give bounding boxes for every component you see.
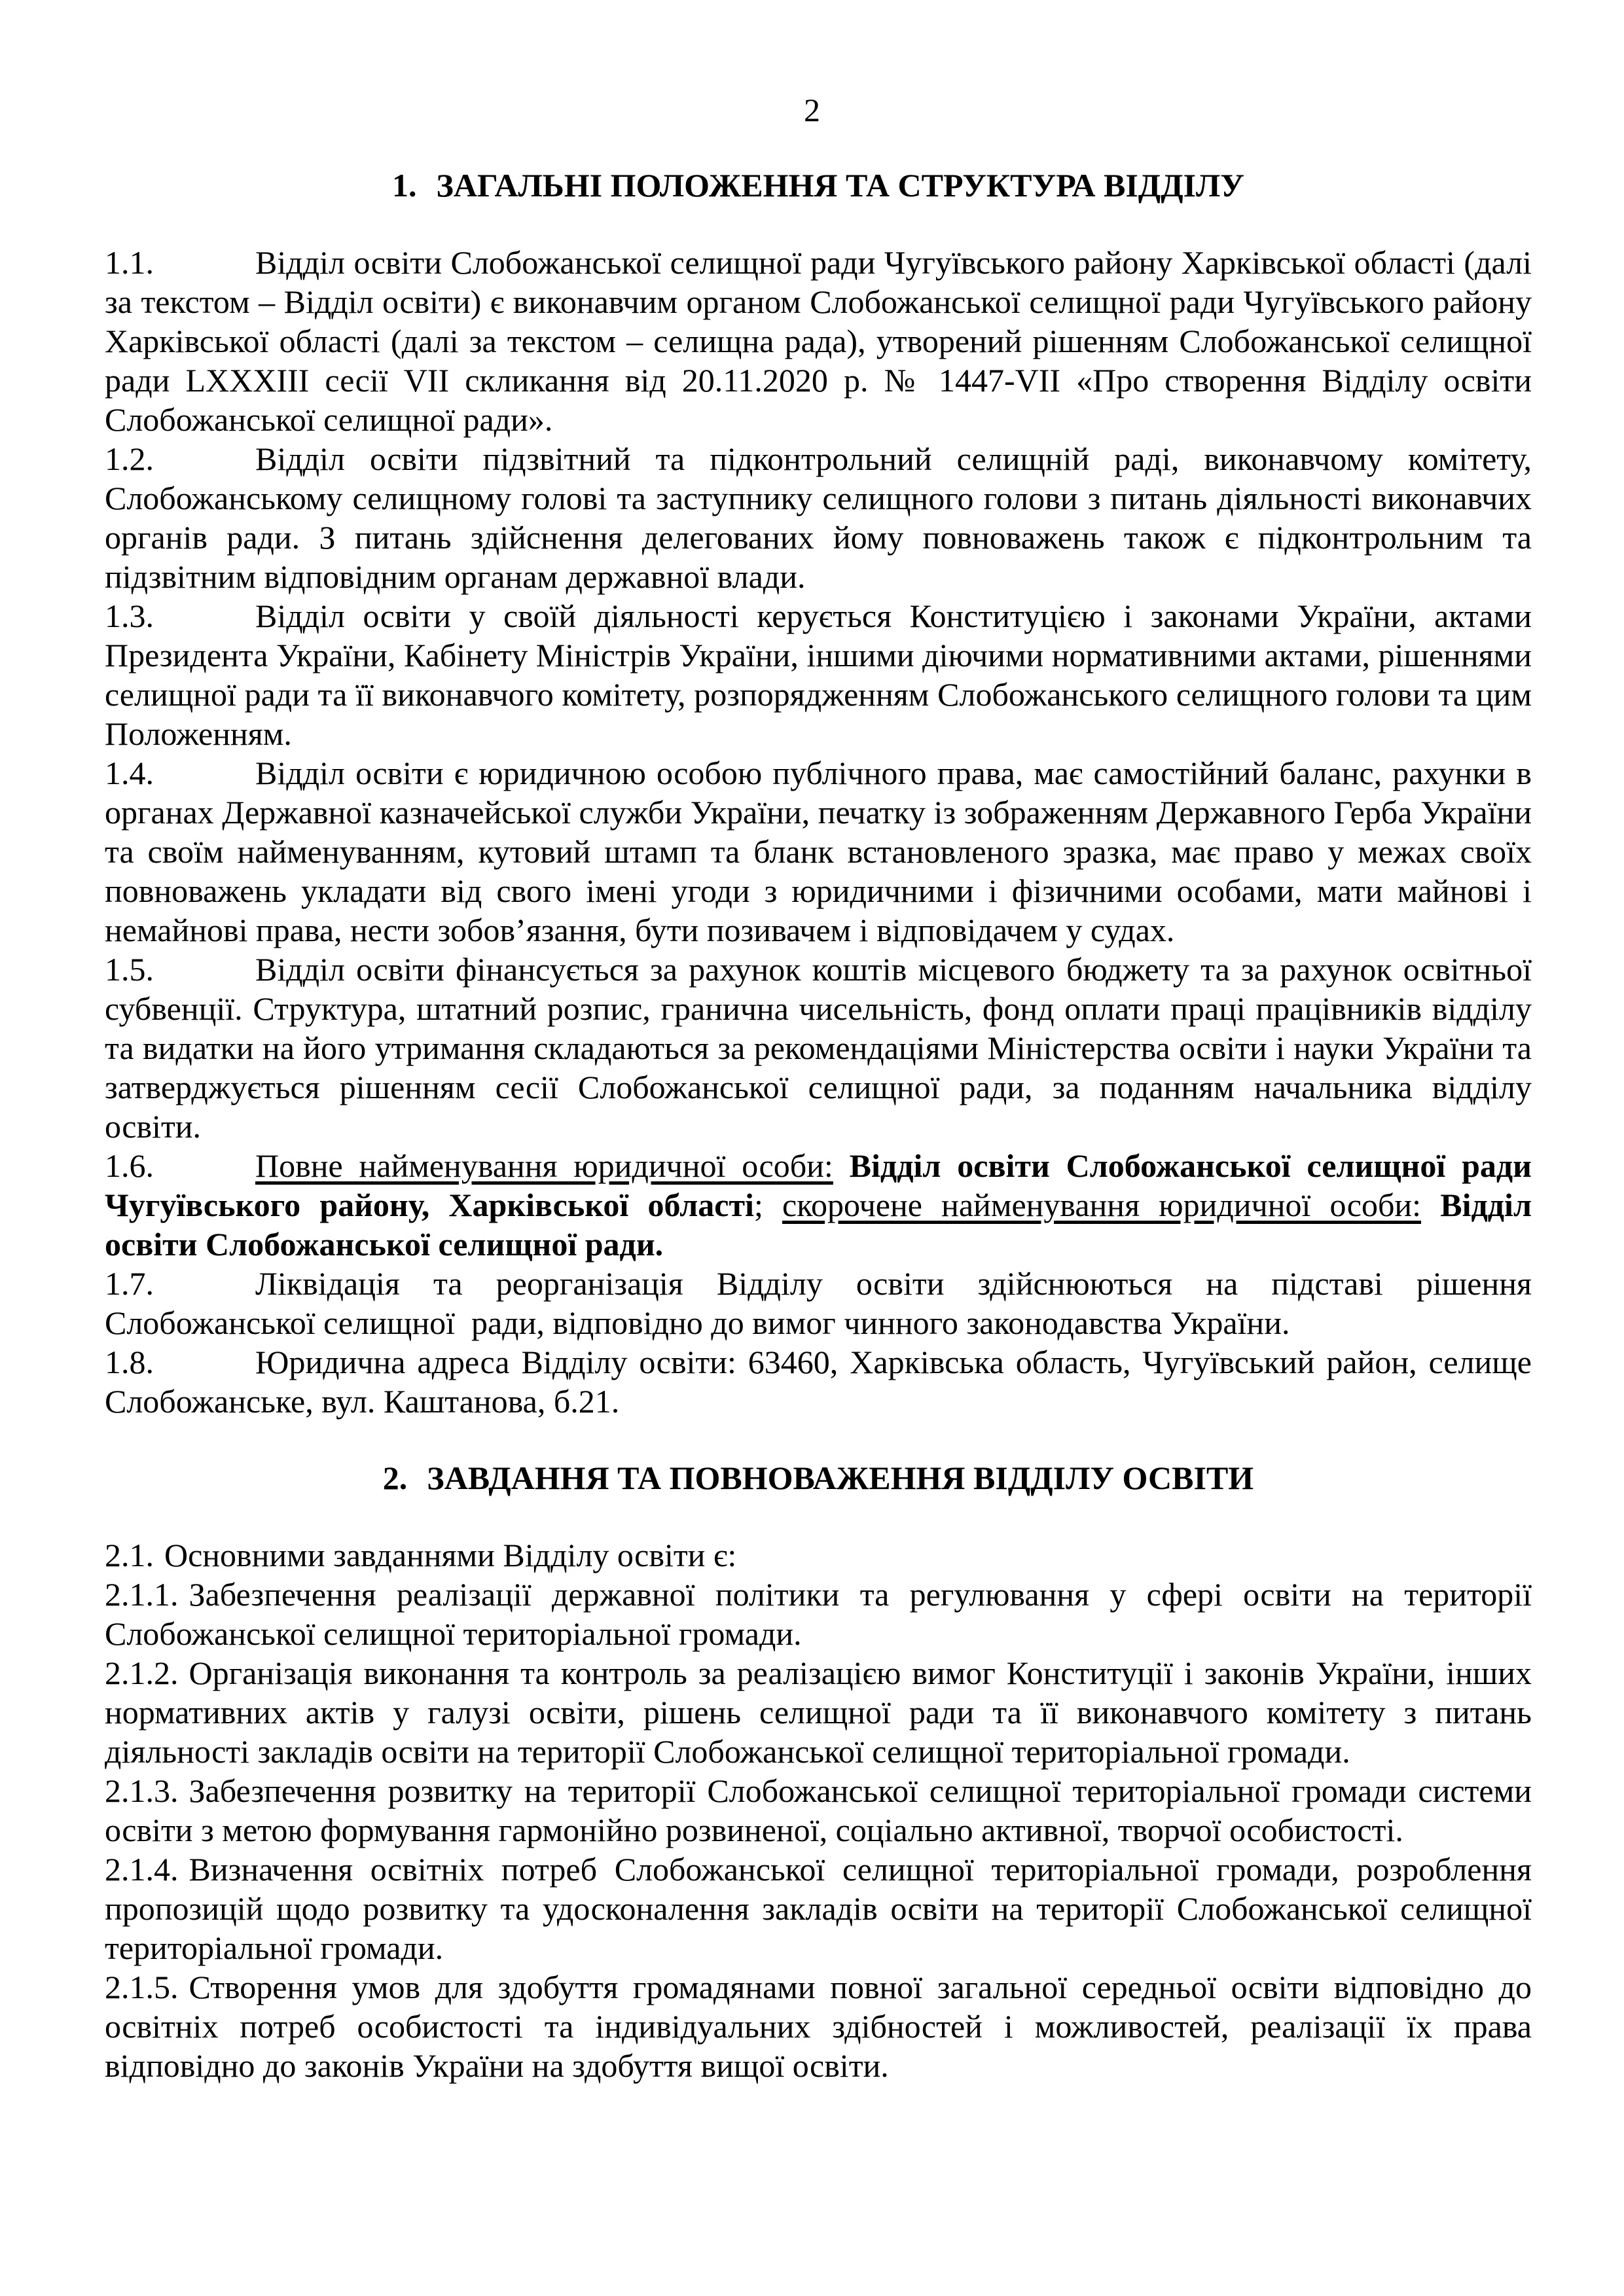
paragraph-2-1-1	[105, 1575, 1532, 1653]
text-run: Ліквідація та реорганізація Відділу освіти здійснюються на підставі рішення Слобожанської селищної ради, відповідно до вимог чинного законодавства України.	[105, 1265, 1532, 1341]
paragraph-number: 1.7.	[105, 1265, 154, 1302]
text-run: Відділ освіти є юридичною особою публічного права, має самостійний баланс, рахунки в органах Державної казначейської служби України, печатку із зображенням Державного Герба України та своїм найменуванням, кутовий штамп та бланк встановленого зразка, має право у межах своїх повноважень укладати від свого імені угоди з юридичними і фізичними особами, мати майнові і немайнові права, нести зобов’язання, бути позивачем і відповідачем у судах.	[105, 755, 1532, 948]
text-run: Відділ освіти Слобожанської селищної ради Чугуївського району Харківської області (далі за текстом – Відділ освіти) є виконавчим органом Слобожанської селищної ради Чугуївського району Харківської області (далі за текстом – селищна рада), утворений рішенням Слобожанської селищної ради LXXXIII сесії VII скликання від 20.11.2020 р. № 1447-VII «Про створення Відділу освіти Слобожанської селищної ради».	[105, 244, 1532, 438]
paragraph-2-1	[105, 1535, 1532, 1575]
paragraph-1-5	[105, 950, 1532, 1146]
paragraph-number: 1.2.	[105, 440, 154, 477]
paragraph-1-7	[105, 1264, 1532, 1342]
paragraph-1-1	[105, 243, 1532, 439]
paragraph-2-1-4	[105, 1850, 1532, 1967]
text-run: Організація виконання та контроль за реалізацією вимог Конституції і законів України, інших нормативних актів у галузі освіти, рішень селищної ради та її виконавчого комітету з питань діяльності закладів освіти на території Слобожанської селищної територіальної громади.	[105, 1655, 1532, 1770]
paragraph-1-6	[105, 1146, 1532, 1264]
paragraph-1-3	[105, 596, 1532, 753]
paragraph-number: 2.1.1.	[105, 1576, 179, 1613]
text-run: Відділ освіти підзвітний та підконтрольний селищній раді, виконавчому комітету, Слобожанському селищному голові та заступнику селищного голови з питань діяльності виконавчих органів ради. З питань здійснення делегованих йому повноважень також є підконтрольним та підзвітним відповідним органам державної влади.	[105, 440, 1532, 595]
text-run: Забезпечення реалізації державної політики та регулювання у сфері освіти на території Слобожанської селищної територіальної громади.	[105, 1576, 1532, 1652]
paragraph-number: 2.1.3.	[105, 1772, 179, 1809]
paragraph-number: 1.5.	[105, 951, 154, 988]
paragraph-2-1-5	[105, 1967, 1532, 2085]
text-run: Створення умов для здобуття громадянами повної загальної середньої освіти відповідно до освітніх потреб особистості та індивідуальних здібностей і можливостей, реалізації їх права відповідно до законів України на здобуття вищої освіти.	[105, 1969, 1532, 2084]
text-run: Визначення освітніх потреб Слобожанської селищної територіальної громади, розроблення пропозицій щодо розвитку та удосконалення закладів освіти на території Слобожанської селищної територіальної громади.	[105, 1851, 1532, 1966]
text-run: Повне найменування юридичної особи:	[255, 1147, 833, 1184]
paragraph-number: 1.1.	[105, 244, 154, 281]
paragraph-2-1-2	[105, 1653, 1532, 1771]
paragraph-number: 1.4.	[105, 755, 154, 791]
section-heading-title: ЗАГАЛЬНІ ПОЛОЖЕННЯ ТА СТРУКТУРА ВІДДІЛУ	[436, 167, 1244, 204]
paragraph-number: 1.6.	[105, 1147, 154, 1184]
section-heading-number: 1.	[392, 167, 417, 204]
text-run: Забезпечення розвитку на території Слобожанської селищної територіальної громади системи освіти з метою формування гармонійно розвиненої, соціально активної, творчої особистості.	[105, 1772, 1532, 1848]
document-content	[105, 166, 1532, 2085]
section-general-provisions	[105, 166, 1532, 1421]
section-heading-number: 2.	[382, 1460, 408, 1496]
text-run	[833, 1147, 850, 1184]
paragraph-number: 2.1.4.	[105, 1851, 179, 1888]
paragraph-number: 1.3.	[105, 598, 154, 634]
text-run: Юридична адреса Відділу освіти: 63460, Харківська область, Чугуївський район, селище Слобожанське, вул. Каштанова, б.21.	[105, 1344, 1532, 1420]
section-heading-tasks-and-powers	[105, 1458, 1532, 1498]
paragraph-number: 1.8.	[105, 1344, 154, 1380]
paragraph-number: 2.1.	[105, 1537, 154, 1573]
paragraph-number: 2.1.5.	[105, 1969, 179, 2005]
paragraph-1-2	[105, 439, 1532, 596]
text-run: Відділ освіти у своїй діяльності керується Конституцією і законами України, актами Президента України, Кабінету Міністрів України, іншими діючими нормативними актами, рішеннями селищної ради та її виконавчого комітету, розпорядженням Слобожанського селищного голови та цим Положенням.	[105, 598, 1532, 752]
paragraph-1-4	[105, 753, 1532, 950]
text-run: Відділ освіти фінансується за рахунок коштів місцевого бюджету та за рахунок освітньої субвенції. Структура, штатний розпис, гранична чисельність, фонд оплати праці працівників відділу та видатки на його утримання складаються за рекомендаціями Міністерства освіти і науки України та затверджується рішенням сесії Слобожанської селищної ради, за поданням начальника відділу освіти.	[105, 951, 1532, 1145]
paragraph-number: 2.1.2.	[105, 1655, 179, 1691]
paragraph-2-1-3	[105, 1771, 1532, 1850]
text-run: скорочене найменування юридичної особи:	[782, 1187, 1422, 1223]
section-tasks-and-powers	[105, 1458, 1532, 2085]
section-heading-general-provisions	[105, 166, 1532, 205]
text-run	[1421, 1187, 1440, 1223]
page-number: 2	[804, 92, 820, 128]
text-run: Відділ освіти Слобожанської селищної ради Чугуївського району, Харківської області	[105, 1147, 1532, 1223]
paragraph-1-8	[105, 1342, 1532, 1421]
text-run: Основними завданнями Відділу освіти є:	[164, 1537, 737, 1573]
text-run: ;	[753, 1187, 782, 1223]
section-heading-title: ЗАВДАННЯ ТА ПОВНОВАЖЕННЯ ВІДДІЛУ ОСВІТИ	[427, 1460, 1254, 1496]
text-run: Відділ освіти Слобожанської селищної ради.	[105, 1187, 1532, 1263]
